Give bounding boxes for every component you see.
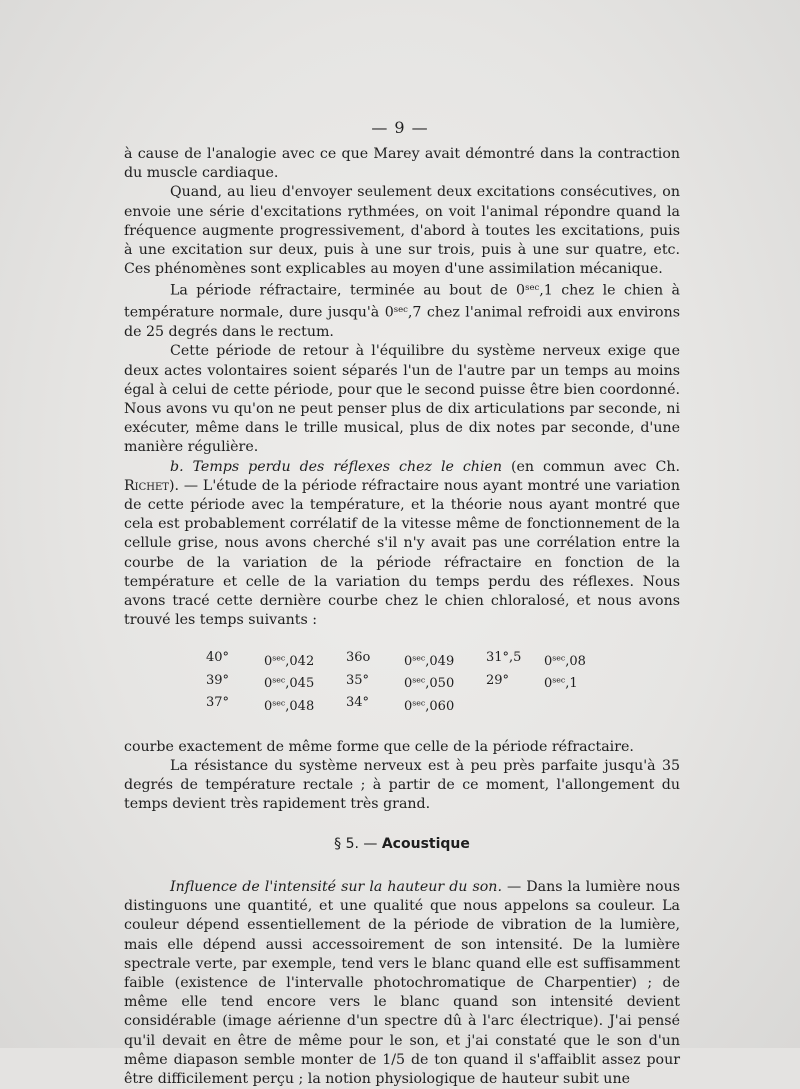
paragraph-2: Quand, au lieu d'envoyer seulement deux excitations consécutives, on envoie une série d'excitations rythmées, on voit l'animal répondre quand la fréquence augmente progressivement, d'abord à toutes les excitations, puis à une excitation sur deux, puis à une sur trois, puis à une sur quatre, etc. Ces phénomènes sont explicables au moyen d'une assimilation mécanique.	[124, 184, 680, 278]
paragraph-8: Influence de l'intensité sur la hauteur du son. — Dans la lumière nous distinguons une quantité, et une qualité que nous appelons sa couleur. La couleur dépend essentiellement de la période de vibration de la lumière, mais elle dépend aussi accessoirement de son intensité. De la lumière spectrale verte, par exemple, tend vers le blanc quand elle est suffisamment faible (existence de l'intervalle photochromatique de Charpentier) ; de même elle tend encore vers le blanc quand son intensité devient considérable (image aérienne d'un spectre dû à l'arc électrique). J'ai pensé qu'il devait en être de même pour le son, et j'ai constaté que le son d'un même diapason semble monter de 1/5 de ton quand il s'affaiblit assez pour être difficilement perçu ; la notion physiologique de hauteur subit une	[124, 878, 680, 1087]
body-text	[124, 145, 680, 1089]
table-row: 40° $0^{sec},042$ 36o $0^{sec},049$ 31°,5 $0^{sec},08$	[206, 650, 586, 669]
unit-superscript: sec	[412, 675, 426, 685]
paragraph-5: b. Temps perdu des réflexes chez le chien (en commun avec Ch. Richet). — L'étude de la période réfractaire nous ayant montré une variation de cette période avec la température, et la théorie nous ayant montré que cela est probablement corrélatif de la vitesse même de fonctionnement de la cellule grise, nous avons cherché s'il n'y avait pas une corrélation entre la courbe de la variation de la période réfractaire en fonction de la température et celle de la variation du temps perdu des réflexes. Nous avons tracé cette dernière courbe chez le chien chloralosé, et nous avons trouvé les temps suivants :	[124, 458, 680, 629]
unit-superscript: sec	[552, 653, 566, 663]
unit-superscript: sec	[412, 698, 426, 708]
paragraph-6: courbe exactement de même forme que celle de la période réfractaire.	[124, 738, 634, 755]
page-number: — 9 —	[371, 118, 429, 137]
unit-superscript: sec	[412, 653, 426, 663]
reflex-time-table	[206, 648, 626, 715]
unit-superscript: sec	[552, 675, 566, 685]
paragraph-7: La résistance du système nerveux est à peu près parfaite jusqu'à 35 degrés de température rectale ; à partir de ce moment, l'allongement du temps devient très rapidement très grand.	[124, 758, 680, 813]
paragraph-1: à cause de l'analogie avec ce que Marey avait démontré dans la contraction du muscle cardiaque.	[124, 146, 680, 182]
section-heading: § 5. — Acoustique	[334, 835, 470, 852]
table-row: 37° $0^{sec},048$ 34° $0^{sec},060$	[206, 695, 455, 714]
subsection-heading: b. Temps perdu des réflexes chez le chien	[170, 458, 503, 475]
author-name: Richet	[124, 477, 169, 494]
paragraph-3: La période réfractaire, terminée au bout de $0^{sec},1$ chez le chien à température normale, dure jusqu'à $0^{sec},7$ chez l'animal refroidi aux environs de 25 degrés dans le rectum.	[124, 283, 680, 341]
unit-superscript: sec	[272, 698, 286, 708]
paragraph-4: Cette période de retour à l'équilibre du système nerveux exige que deux actes volontaires soient séparés l'un de l'autre par un temps au moins égal à celui de cette période, pour que le second puisse être bien coordonné. Nous avons vu qu'on ne peut penser plus de dix articulations par seconde, ni exécuter, même dans le trille musical, plus de dix notes par seconde, d'une manière régulière.	[124, 343, 680, 456]
topic-heading: Influence de l'intensité sur la hauteur du son.	[170, 878, 502, 895]
unit-superscript: sec	[272, 675, 286, 685]
unit-superscript: sec	[272, 653, 286, 663]
table-row: 39° $0^{sec},045$ 35° $0^{sec},050$ 29° $0^{sec},1$	[206, 672, 578, 692]
